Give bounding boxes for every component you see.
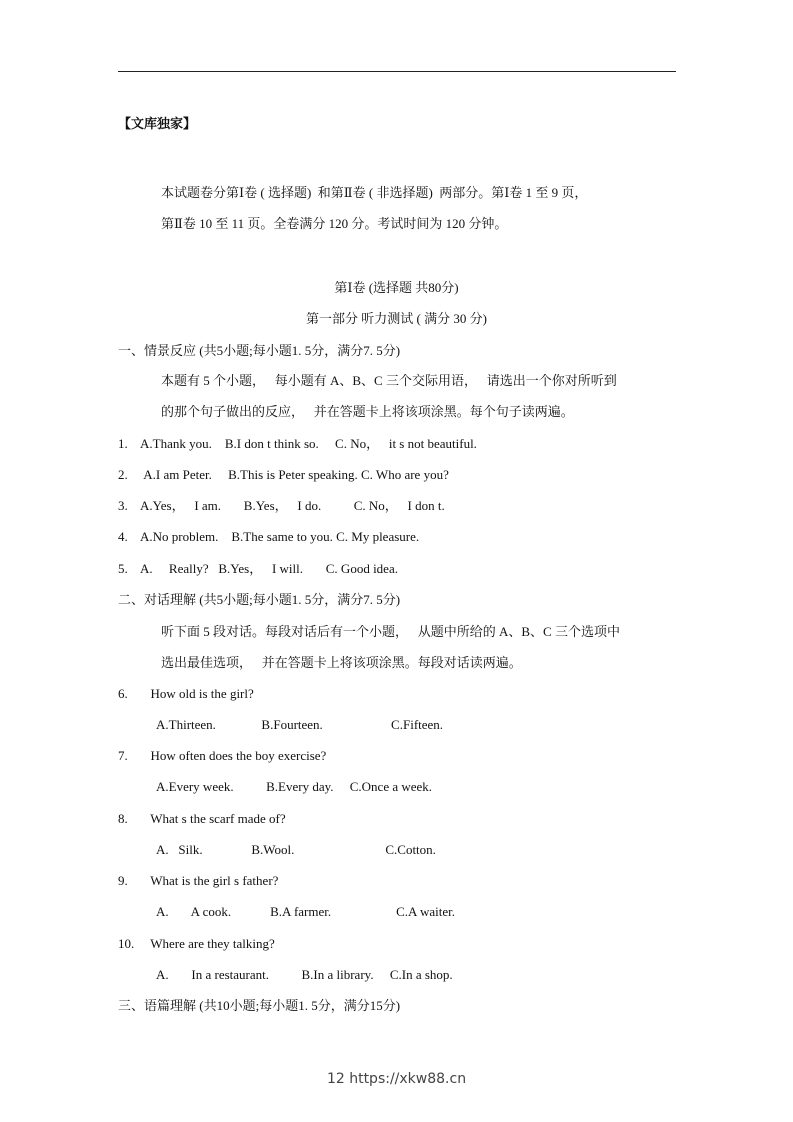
question: 1. A.Thank you. B.I don t think so. C. No， it s not beautiful.	[118, 436, 477, 451]
section-title: 三、语篇理解 (共10小题;每小题1. 5分，满分15分)	[118, 998, 401, 1013]
question: 4. A.No problem. B.The same to you. C. My pleasure.	[118, 529, 420, 544]
question: 3. A.Yes， I am. B.Yes， I do. C. No， I don t.	[118, 498, 445, 513]
instructions: 听下面 5 段对话。每段对话后有一个小题， 从题中所给的 A、B、C 三个选项中	[161, 624, 620, 639]
options: A. Silk. B.Wool. C.Cotton.	[156, 842, 436, 857]
question: 5. A. Really? B.Yes， I will. C. Good idea.	[118, 561, 398, 576]
options: A. In a restaurant. B.In a library. C.In a shop.	[156, 967, 453, 982]
instructions: 本题有 5 个小题， 每小题有 A、B、C 三个交际用语， 请选出一个你对所听到	[161, 373, 617, 388]
badge: 【文库独家】	[118, 116, 197, 131]
intro-line: 第Ⅱ卷 10 至 11 页。全卷满分 120 分。考试时间为 120 分钟。	[161, 216, 508, 231]
options: A. A cook. B.A farmer. C.A waiter.	[156, 904, 455, 919]
question: 7. How often does the boy exercise?	[118, 748, 327, 763]
question: 2. A.I am Peter. B.This is Peter speaking. C. Who are you?	[118, 467, 449, 482]
footer: 12 https://xkw88.cn	[326, 1071, 467, 1087]
instructions: 的那个句子做出的反应， 并在答题卡上将该项涂黑。每个句子读两遍。	[161, 404, 574, 419]
volume-title: 第Ⅰ卷 (选择题 共80分)	[334, 280, 459, 295]
question: 9. What is the girl s father?	[118, 873, 279, 888]
section-title: 一、情景反应 (共5小题;每小题1. 5分，满分7. 5分)	[118, 343, 401, 358]
question: 10. Where are they talking?	[118, 936, 275, 951]
section-title: 二、对话理解 (共5小题;每小题1. 5分，满分7. 5分)	[118, 592, 401, 607]
options: A.Thirteen. B.Fourteen. C.Fifteen.	[156, 717, 444, 732]
part-title: 第一部分 听力测试 ( 满分 30 分)	[306, 311, 487, 326]
options: A.Every week. B.Every day. C.Once a week.	[156, 779, 433, 794]
question: 8. What s the scarf made of?	[118, 811, 286, 826]
instructions: 选出最佳选项， 并在答题卡上将该项涂黑。每段对话读两遍。	[161, 655, 522, 670]
intro-line: 本试题卷分第Ⅰ卷 ( 选择题) 和第Ⅱ卷 ( 非选择题) 两部分。第Ⅰ卷 1 至 9 页，	[161, 185, 588, 200]
question: 6. How old is the girl?	[118, 686, 254, 701]
header-rule	[118, 71, 676, 72]
